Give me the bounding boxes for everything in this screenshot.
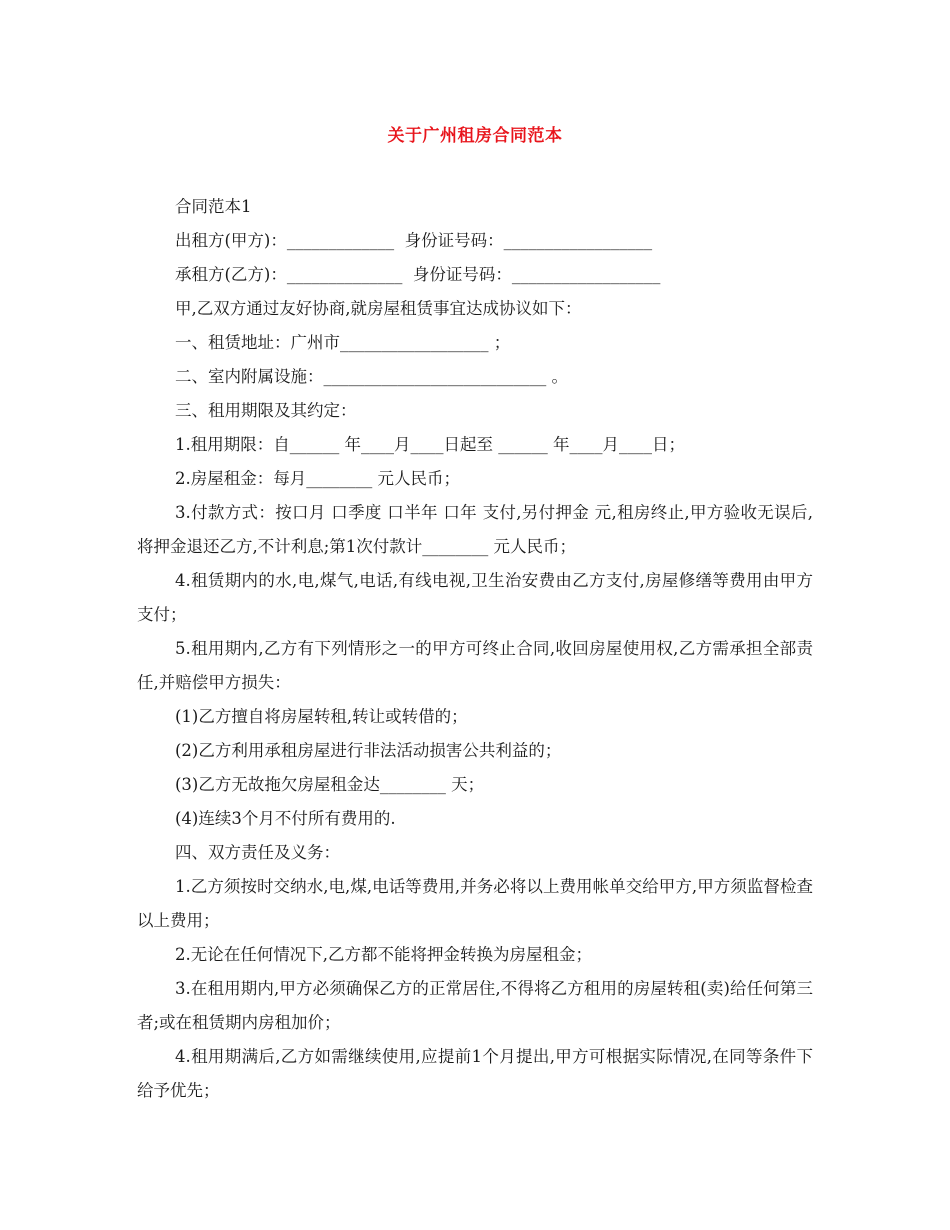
paragraph: 1.租用期限：自______ 年____月____日起至 ______ 年____月____日； (175, 435, 685, 454)
paragraph: 5.租用期内,乙方有下列情形之一的甲方可终止合同,收回房屋使用权,乙方需承担全部责任,并赔偿甲方损失： (137, 639, 813, 692)
paragraph: 甲,乙双方通过友好协商,就房屋租赁事宜达成协议如下： (175, 299, 582, 318)
paragraph: 四、双方责任及义务： (175, 843, 340, 862)
paragraph: 合同范本1 (175, 197, 252, 216)
paragraph: 二、室内附属设施：___________________________ 。 (175, 367, 568, 386)
paragraph: 3.在租用期内,甲方必须确保乙方的正常居住,不得将乙方租用的房屋转租(卖)给任何第三者;或在租赁期内房租加价； (137, 979, 813, 1032)
document-body (137, 190, 813, 1108)
paragraph: (3)乙方无故拖欠房屋租金达________ 天； (175, 775, 485, 794)
paragraph: 2.房屋租金：每月________ 元人民币； (175, 469, 460, 488)
paragraph: 4.租赁期内的水,电,煤气,电话,有线电视,卫生治安费由乙方支付,房屋修缮等费用由甲方支付； (137, 571, 813, 624)
paragraph: 三、租用期限及其约定： (175, 401, 357, 420)
paragraph: (1)乙方擅自将房屋转租,转让或转借的； (175, 707, 468, 726)
paragraph: 2.无论在任何情况下,乙方都不能将押金转换为房屋租金； (175, 945, 592, 964)
paragraph: 3.付款方式：按口月 口季度 口半年 口年 支付,另付押金 元,租房终止,甲方验收无误后,将押金退还乙方,不计利息;第1次付款计________ 元人民币； (137, 503, 813, 556)
paragraph: (4)连续3个月不付所有费用的. (175, 809, 396, 828)
document-title: 关于广州租房合同范本 (387, 126, 563, 146)
paragraph: (2)乙方利用承租房屋进行非法活动损害公共利益的； (175, 741, 562, 760)
paragraph: 一、租赁地址：广州市__________________ ； (175, 333, 511, 352)
paragraph: 4.租用期满后,乙方如需继续使用,应提前1个月提出,甲方可根据实际情况,在同等条件下给予优先； (137, 1047, 813, 1100)
paragraph: 出租方(甲方)：_____________ 身份证号码：__________________ (175, 231, 653, 250)
paragraph: 承租方(乙方)：______________ 身份证号码：__________________ (175, 265, 661, 284)
paragraph: 1.乙方须按时交纳水,电,煤,电话等费用,并务必将以上费用帐单交给甲方,甲方须监督检查以上费用； (137, 877, 813, 930)
